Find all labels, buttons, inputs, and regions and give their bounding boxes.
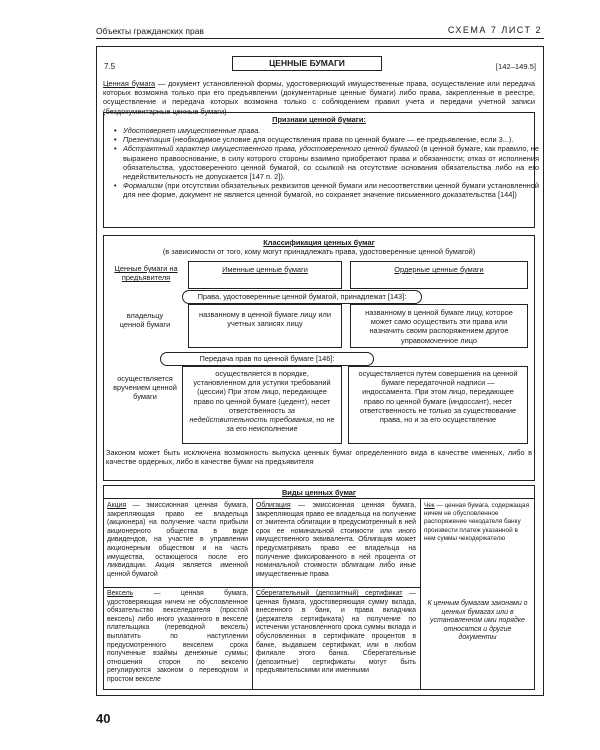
rights-registered: названному в ценной бумаге лицу или учетных записях лицу bbox=[188, 304, 342, 348]
features-title: Признаки ценной бумаги: bbox=[272, 115, 366, 124]
features-list bbox=[113, 126, 539, 200]
type-cheque: Чек — ценная бумага, содержащая ничем не обусловленное распоряжение чекодателя банку произвести платеж указанной в нем суммы чекодержателю bbox=[424, 502, 530, 542]
running-header-left: Объекты гражданских прав bbox=[96, 26, 204, 36]
classification-subtitle: (в зависимости от того, кому могут принадлежать права, удостоверенные ценной бумагой) bbox=[162, 247, 476, 256]
types-row-rule bbox=[103, 587, 420, 588]
transfer-order: осуществляется путем совершения на ценной бумаге передаточной надписи — индоссамента. При этом лицо, передающее право по ценной бумаге (индоссант), несет ответственность не только за существование права, но и за его осуществление bbox=[348, 366, 528, 444]
column-order-title: Ордерные ценные бумаги bbox=[350, 261, 528, 289]
transfer-pill: Передача прав по ценной бумаге [146]: bbox=[160, 352, 374, 366]
types-divider-2 bbox=[420, 498, 421, 690]
classification-title: Классификация ценных бумаг bbox=[263, 238, 375, 247]
running-header-right: СХЕМА 7 ЛИСТ 2 bbox=[447, 25, 542, 35]
rights-bearer: владельцу ценной бумаги bbox=[119, 311, 171, 330]
section-title: ЦЕННЫЕ БУМАГИ bbox=[232, 56, 382, 71]
feature-item: • Формализм (при отсутствии обязательных реквизитов ценной бумаги или несоответствии ценной бумаги установленной для нее форме, документ не является ценной бумагой, но сохраняет значение письменного доказательства [144]) bbox=[123, 181, 539, 199]
rights-order: названному в ценной бумаге лицу, которое может само осуществить эти права или назначить своим распоряжением другое управомоченное лицо bbox=[350, 304, 528, 348]
feature-item: • Абстрактный характер имущественного права, удостоверенного ценной бумагой (в ценной бумаге, как правило, не выражено правооснование, в силу которого стороны взаимно приобретают права и обязанности; отказ от исполнения обязательства, удостоверенного ценной бумагой, со ссылкой на отсутствие основания обязательства либо на его недействительность не допускается [147 п. 2]). bbox=[123, 144, 539, 181]
column-bearer-title: Ценные бумаги на предъявителя bbox=[114, 264, 178, 283]
feature-item: • Удостоверяет имущественные права. bbox=[123, 126, 539, 135]
definition-text: — документ установленной формы, удостоверяющий имущественные права, осуществление или передача которых возможна только при его предъявлении (документарные ценные бумаги) либо права, закрепленные в реестре, осуществление и передача которых возможна только с соблюдением правил учета и передачи учетной записи (бездокументарные ценные бумаги) bbox=[103, 79, 535, 116]
feature-item: • Презентация (необходимое условие для осуществления права по ценной бумаге — ее предъявление, если 3...). bbox=[123, 135, 539, 144]
type-share: Акция — эмиссионная ценная бумага, закрепляющая право ее владельца (акционера) на получение части прибыли акционерного общества в виде дивидендов, на участие в управлении акционерным обществом и на часть имущества, остающегося после его ликвидации. Акция является именной ценной бумагой bbox=[107, 502, 248, 578]
page-number: 40 bbox=[96, 711, 111, 726]
header-rule bbox=[96, 38, 544, 39]
types-title: Виды ценных бумаг bbox=[281, 488, 357, 497]
transfer-registered: осуществляется в порядке, установленном для уступки требований (цессии) При этом лицо, передающее право по ценной бумаге (цедент), несет ответственность за недействительность требования, но не за его неисполнение bbox=[182, 366, 342, 444]
section-number: 7.5 bbox=[104, 62, 116, 71]
types-title-rule bbox=[103, 498, 535, 499]
column-registered-title: Именные ценные бумаги bbox=[188, 261, 342, 289]
transfer-bearer: осуществляется вручением ценной бумаги bbox=[113, 374, 177, 402]
type-bill: Вексель — ценная бумага, удостоверяющая ничем не обусловленное обязательство векселедателя (простой вексель) либо иного указанного в векселе плательщика (переводной вексель) выплатить по наступлении предусмотренного векселем срока полученные взаймы денежные суммы; отношения сторон по векселю регулируются законом о переводном и простом векселе bbox=[107, 590, 248, 683]
classification-note: Законом может быть исключена возможность выпуска ценных бумаг определенного вида в качестве именных, либо в качестве ордерных, либо в качестве бумаг на предъявителя bbox=[106, 448, 532, 467]
section-reference: [142–149.5] bbox=[495, 62, 536, 71]
type-other: К ценным бумагам законами о ценных бумагах или в установленном ими порядке относятся и другие документы bbox=[427, 600, 528, 642]
types-divider-1 bbox=[252, 498, 253, 690]
security-definition bbox=[103, 79, 535, 116]
type-bond: Облигация — эмиссионная ценная бумага, закрепляющая право ее владельца на получение от эмитента облигации в предусмотренный в ней срок ее номинальной стоимости или иного имущественного эквивалента. Облигация может предусматривать право ее владельца на получение фиксированного в ней процента от номинальной стоимости облигации либо иные имущественные права bbox=[256, 502, 416, 578]
type-deposit: Сберегательный (депозитный) сертификат — ценная бумага, удостоверяющая сумму вклада, внесенного в банк, и права вкладчика (держателя сертификата) на получение по истечении установленного срока суммы вклада и обусловленных в сертификате процентов в банке, выдавшем сертификат, или в любом филиале этого банка. Сберегательные (депозитные) сертификаты могут быть предъявительскими или именными bbox=[256, 590, 416, 675]
definition-term: Ценная бумага bbox=[103, 79, 156, 88]
rights-pill: Права, удостоверенные ценной бумагой, принадлежат [143]: bbox=[182, 290, 422, 304]
